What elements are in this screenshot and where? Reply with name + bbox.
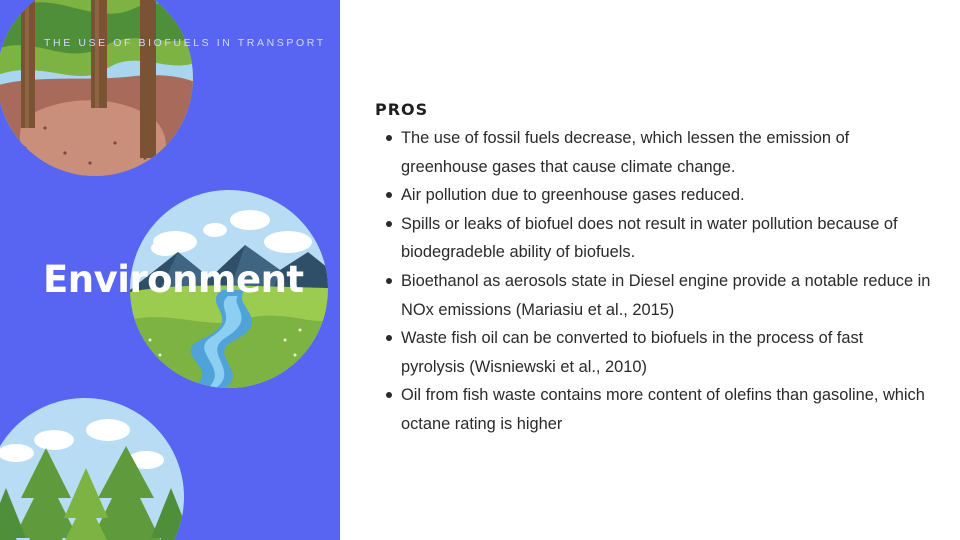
slide-subtitle: THE USE OF BIOFUELS IN TRANSPORT: [44, 37, 326, 49]
list-item: [401, 181, 931, 210]
bullet-icon: [386, 135, 392, 141]
right-panel: [340, 0, 960, 540]
list-item-text: The use of fossil fuels decrease, which lessen the emission of greenhouse gases that cause climate change.: [401, 129, 850, 176]
pros-list: [401, 124, 931, 439]
list-item: [401, 381, 931, 438]
list-item: [401, 210, 931, 267]
bullet-icon: [386, 278, 392, 284]
list-item: [401, 267, 931, 324]
list-item-text: Bioethanol as aerosols state in Diesel engine provide a notable reduce in NOx emissions (Mariasiu et al., 2015): [401, 271, 931, 319]
slide-title: Environment: [43, 258, 304, 301]
bullet-icon: [386, 335, 392, 341]
list-item-text: Oil from fish waste contains more content of olefins than gasoline, which octane rating is higher: [401, 386, 925, 433]
left-panel: [0, 0, 340, 540]
pros-heading: PROS: [375, 100, 429, 119]
bullet-icon: [386, 192, 392, 198]
list-item-text: Spills or leaks of biofuel does not result in water pollution because of biodegradeble ability of biofuels.: [401, 214, 898, 262]
list-item: [401, 324, 931, 381]
bullet-icon: [386, 221, 392, 227]
bullet-icon: [386, 392, 392, 398]
forest-trunks-illustration: [0, 0, 195, 178]
list-item-text: Waste fish oil can be converted to biofuels in the process of fast pyrolysis (Wisniewski et al., 2010): [401, 329, 864, 376]
list-item: [401, 124, 931, 181]
pine-forest-illustration: [0, 398, 184, 540]
list-item-text: Air pollution due to greenhouse gases reduced.: [401, 186, 745, 205]
